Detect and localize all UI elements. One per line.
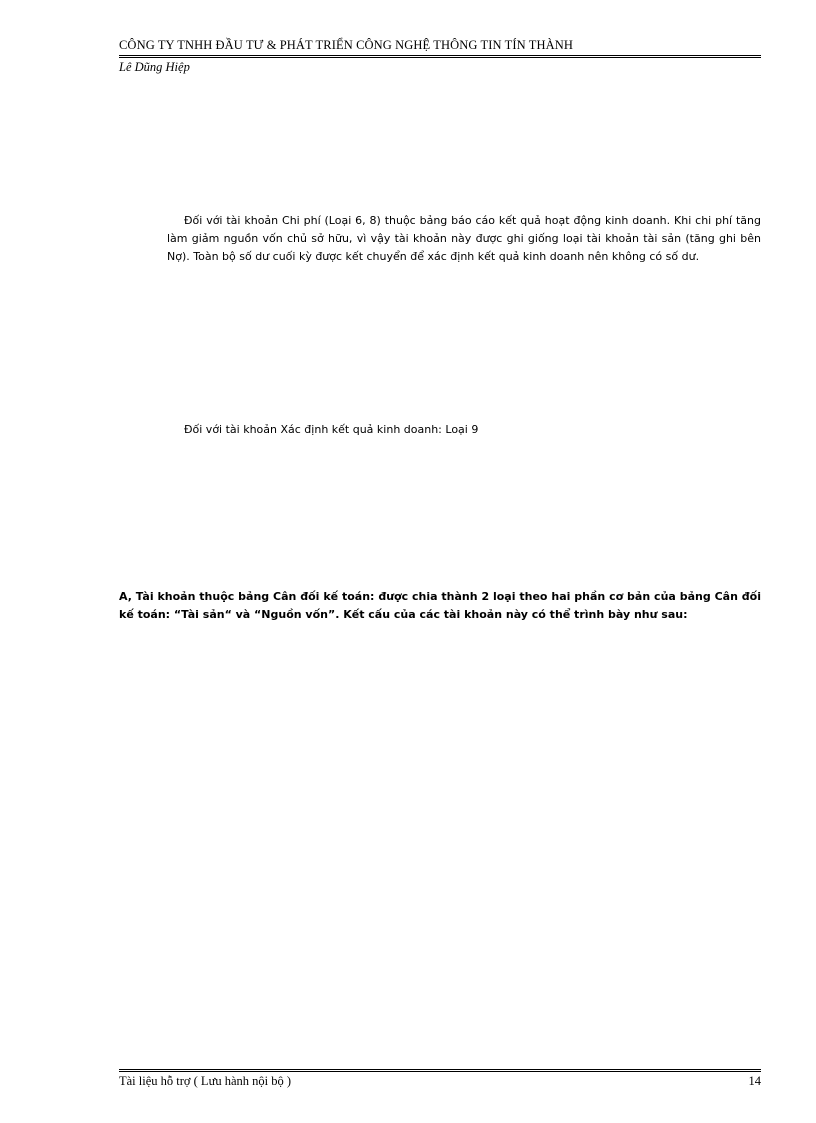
paragraph-expense-accounts: Đối với tài khoản Chi phí (Loại 6, 8) thuộc bảng báo cáo kết quả hoạt động kinh doanh. Khi chi phí tăng làm giảm nguồn vốn chủ sở hữu, vì vậy tài khoản này được ghi giống loại tài khoản tài sản (tăng ghi bên Nợ). Toàn bộ số dư cuối kỳ được kết chuyển để xác định kết quả kinh doanh nên không có số dư.: [167, 214, 761, 263]
footer-divider: [119, 1069, 761, 1072]
page-number: 14: [748, 1074, 761, 1088]
footer-text: Tài liệu hỗ trợ ( Lưu hành nội bộ ): [119, 1074, 292, 1088]
header-divider: [119, 55, 761, 58]
paragraph-balance-sheet-accounts: A, Tài khoản thuộc bảng Cân đối kế toán: được chia thành 2 loại theo hai phần cơ bản của bảng Cân đối kế toán: “Tài sản“ và “Nguồn vốn”. Kết cấu của các tài khoản này có thể trình bày như sau:: [119, 590, 761, 621]
header-company-name: CÔNG TY TNHH ĐẦU TƯ & PHÁT TRIỂN CÔNG NGHỆ THÔNG TIN TÍN THÀNH: [119, 38, 573, 52]
header-author: Lê Dũng Hiệp: [119, 60, 190, 74]
paragraph-result-account: Đối với tài khoản Xác định kết quả kinh doanh: Loại 9: [184, 423, 479, 436]
